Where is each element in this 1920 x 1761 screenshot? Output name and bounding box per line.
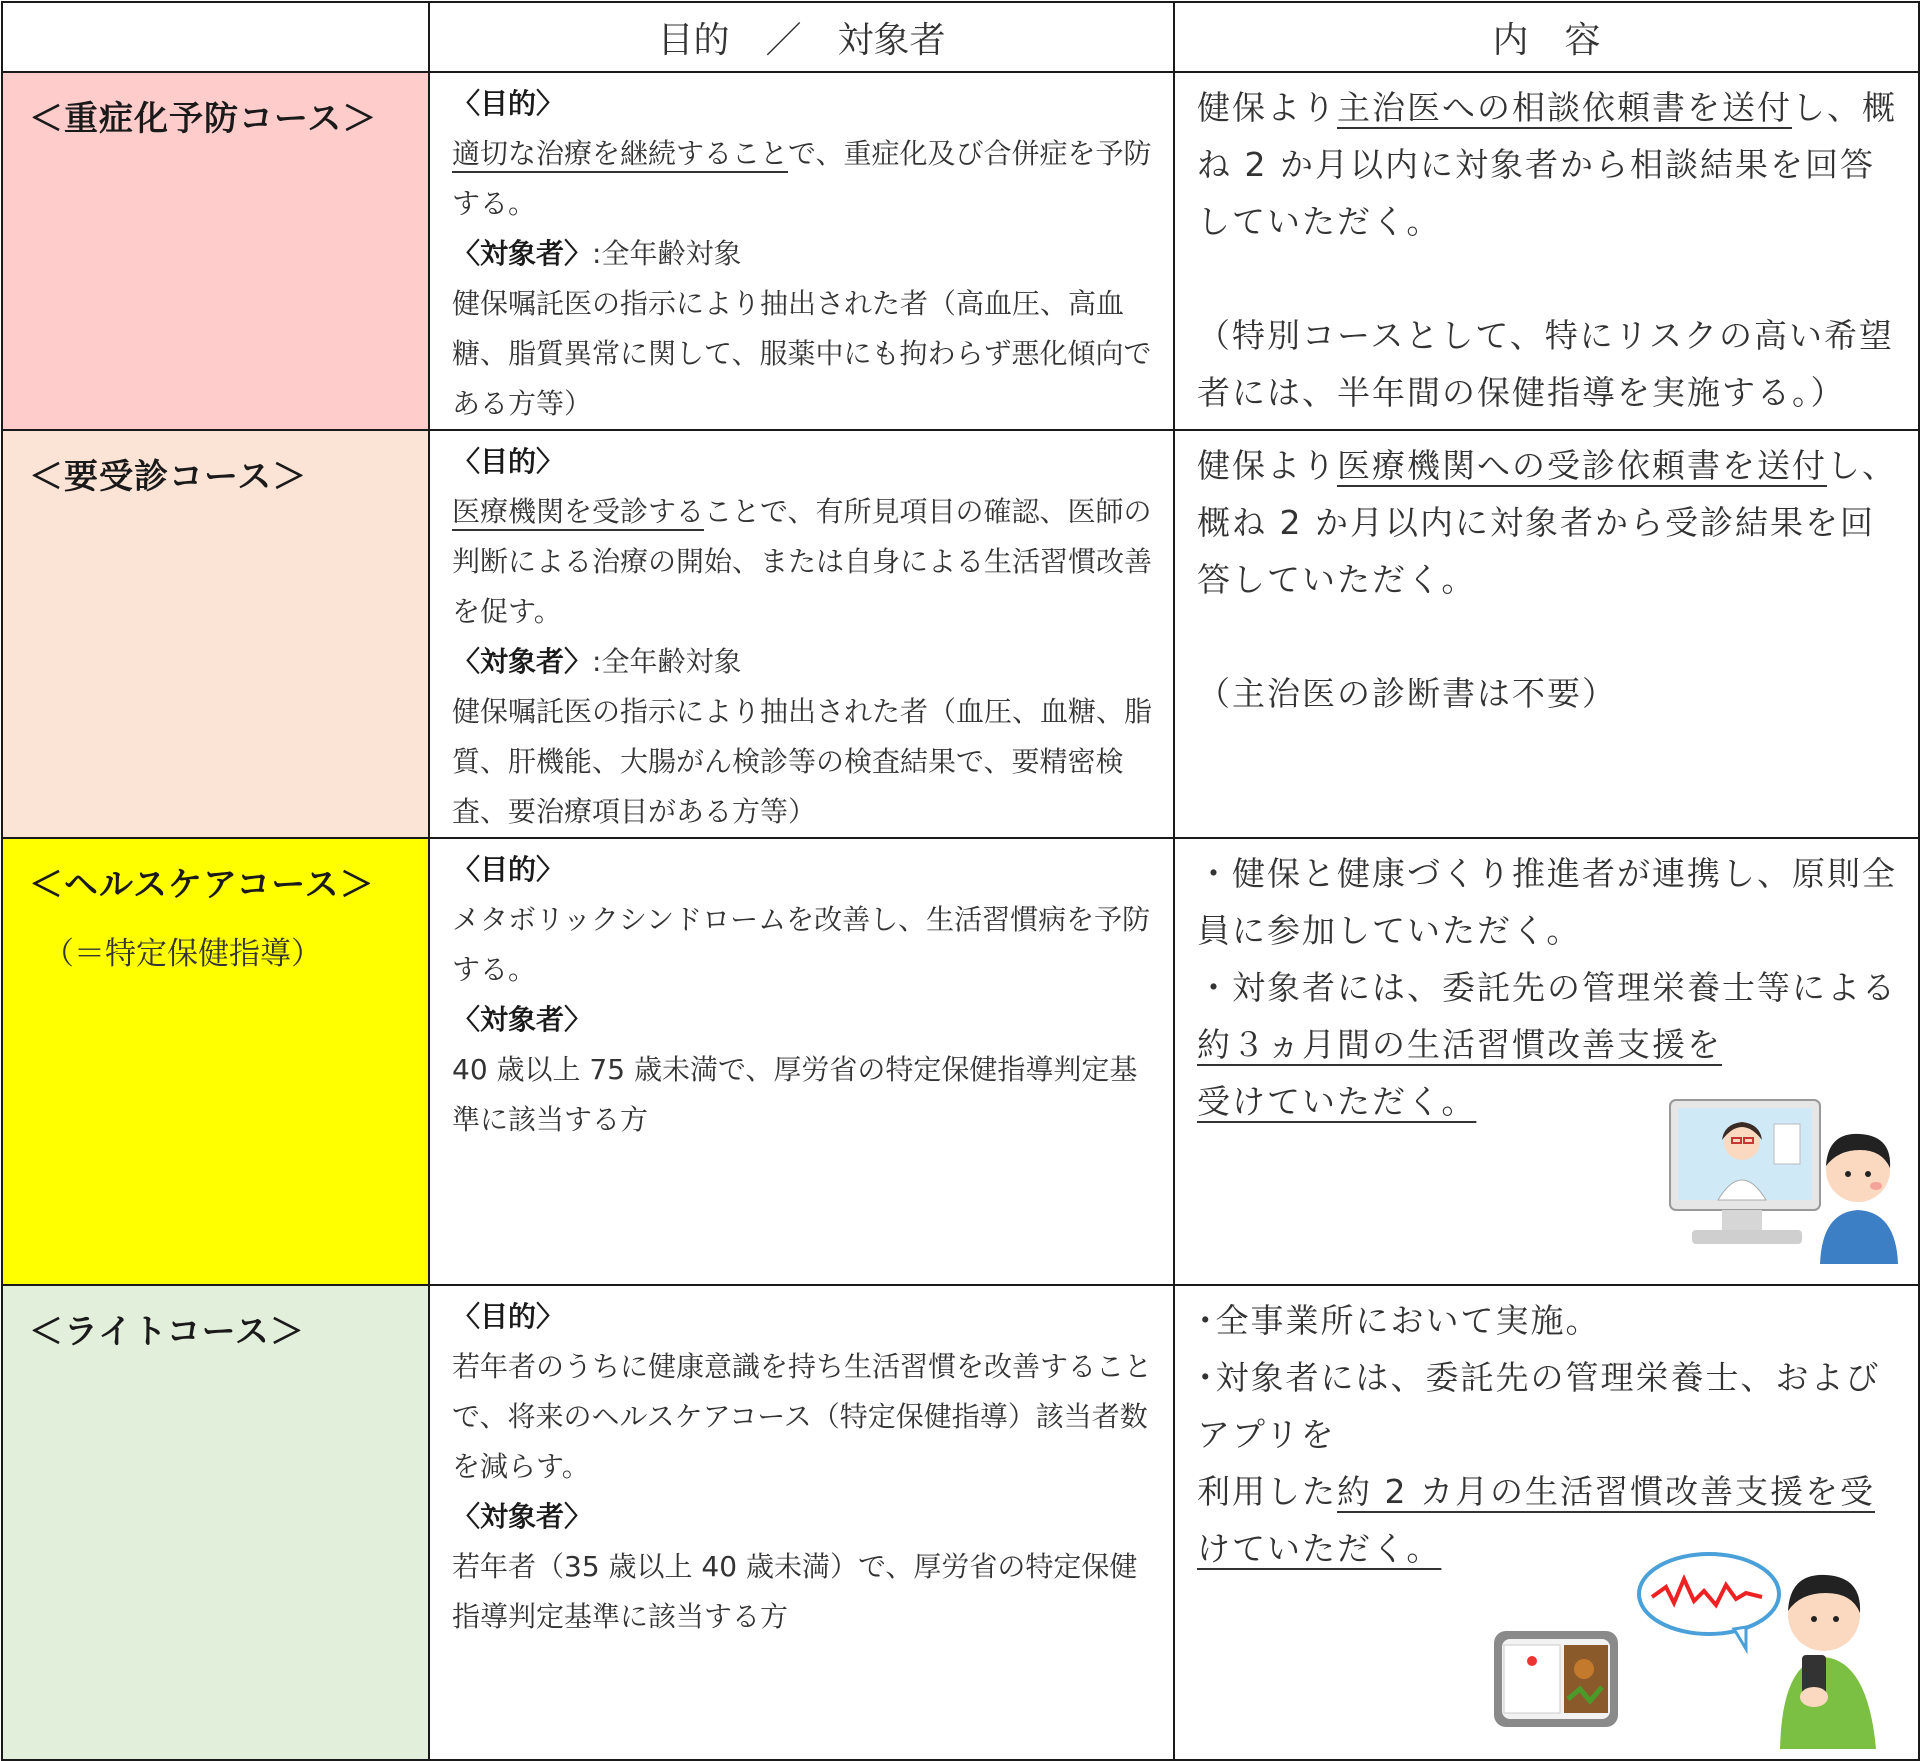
purpose-label: 〈目的〉 (452, 445, 565, 478)
content-underlined: 約３ヵ月間の生活習慣改善支援を (1197, 1025, 1722, 1064)
target-text: 健保嘱託医の指示により抽出された者（高血圧、高血糖、脂質異常に関して、服薬中にも拘わらず悪化傾向である方等） (452, 287, 1152, 420)
target-label: 〈対象者〉 (452, 237, 593, 270)
content-pre: 健保より (1197, 446, 1337, 485)
table-row (2, 72, 1919, 430)
content-pre: 健保より (1197, 88, 1337, 127)
target-inline: :全年齢対象 (592, 237, 742, 270)
content-underlined: 主治医への相談依頼書を送付 (1337, 88, 1792, 127)
purpose-rest: ことで、有所見項目の確認、医師の判断による治療の開始、または自身による生活習慣改善を促す。 (452, 495, 1153, 628)
content-post: し、概ね 2 か月以内に対象者から相談結果を回答していただく。 (1197, 88, 1897, 241)
content-cell (1174, 838, 1919, 1285)
course-name: ＜ヘルスケアコース＞ (29, 865, 375, 905)
course-table (1, 1, 1920, 1761)
header-row (2, 2, 1919, 72)
target-heading (452, 637, 1159, 687)
content-underlined: 受けていただく。 (1197, 1082, 1477, 1121)
course-name-cell (2, 430, 429, 838)
purpose-label: 〈目的〉 (452, 87, 565, 120)
purpose-target-cell (429, 838, 1174, 1285)
purpose-rest: で、重症化及び合併症を予防する。 (452, 137, 1152, 220)
target-text: 若年者（35 歳以上 40 歳未満）で、厚労省の特定保健指導判定基準に該当する方 (452, 1550, 1138, 1633)
content-text (1197, 79, 1902, 250)
header-purpose-target: 目的 ／ 対象者 (429, 2, 1174, 72)
purpose-text (452, 487, 1159, 637)
table-row (2, 838, 1919, 1285)
content-post: し、概ね 2 か月以内に対象者から受診結果を回答していただく。 (1197, 446, 1897, 599)
course-name-cell (2, 838, 429, 1285)
content-cell (1174, 430, 1919, 838)
target-text: 健保嘱託医の指示により抽出された者（血圧、血糖、脂質、肝機能、大腸がん検診等の検査結果で、要精密検査、要治療項目がある方等） (452, 695, 1153, 828)
content-line: ･対象者には、委託先の管理栄養士、およびアプリを (1197, 1358, 1881, 1454)
content-underlined: 約 2 カ月の生活習慣改善支援を受けていただく。 (1197, 1472, 1875, 1568)
target-label: 〈対象者〉 (452, 1500, 593, 1533)
content-cell (1174, 1285, 1919, 1760)
purpose-text: メタボリックシンドロームを改善し、生活習慣病を予防する。 (452, 903, 1151, 986)
content-line: ･全事業所において実施。 (1197, 1301, 1601, 1340)
purpose-label: 〈目的〉 (452, 853, 565, 886)
table-row (2, 1285, 1919, 1760)
target-label: 〈対象者〉 (452, 645, 593, 678)
header-content: 内 容 (1174, 2, 1919, 72)
purpose-target-cell (429, 430, 1174, 838)
course-name-cell (2, 72, 429, 430)
purpose-text (452, 129, 1159, 229)
course-name: ＜重症化予防コース＞ (29, 99, 378, 139)
online-consultation-illustration (1662, 1094, 1902, 1264)
header-blank-cell (2, 2, 429, 72)
course-name-cell (2, 1285, 429, 1760)
target-label: 〈対象者〉 (452, 1003, 593, 1036)
purpose-underlined: 医療機関を受診する (452, 495, 705, 528)
purpose-target-cell (429, 1285, 1174, 1760)
purpose-text: 若年者のうちに健康意識を持ち生活習慣を改善することで、将来のヘルスケアコース（特定保健指導）該当者数を減らす。 (452, 1350, 1153, 1483)
course-name: ＜ライトコース＞ (29, 1312, 305, 1352)
content-note: （主治医の診断書は不要） (1197, 674, 1617, 713)
content-text (1197, 437, 1902, 608)
target-inline: :全年齢対象 (592, 645, 742, 678)
purpose-underlined: 適切な治療を継続すること (452, 137, 789, 170)
content-underlined: 医療機関への受診依頼書を送付 (1337, 446, 1827, 485)
purpose-label: 〈目的〉 (452, 1300, 565, 1333)
target-heading (452, 229, 1159, 279)
table-row (2, 430, 1919, 838)
target-text: 40 歳以上 75 歳未満で、厚労省の特定保健指導判定基準に該当する方 (452, 1053, 1138, 1136)
content-cell (1174, 72, 1919, 430)
content-line: ・対象者には、委託先の管理栄養士等による (1197, 968, 1897, 1007)
content-pre: 利用した (1197, 1472, 1337, 1511)
content-line: ・健保と健康づくり推進者が連携し、原則全員に参加していただく。 (1197, 854, 1897, 950)
course-subtitle: （＝特定保健指導） (43, 936, 322, 972)
content-note: （特別コースとして、特にリスクの高い希望者には、半年間の保健指導を実施する。） (1197, 316, 1895, 412)
purpose-target-cell (429, 72, 1174, 430)
course-name: ＜要受診コース＞ (29, 457, 308, 497)
app-health-support-illustration (1484, 1549, 1904, 1749)
